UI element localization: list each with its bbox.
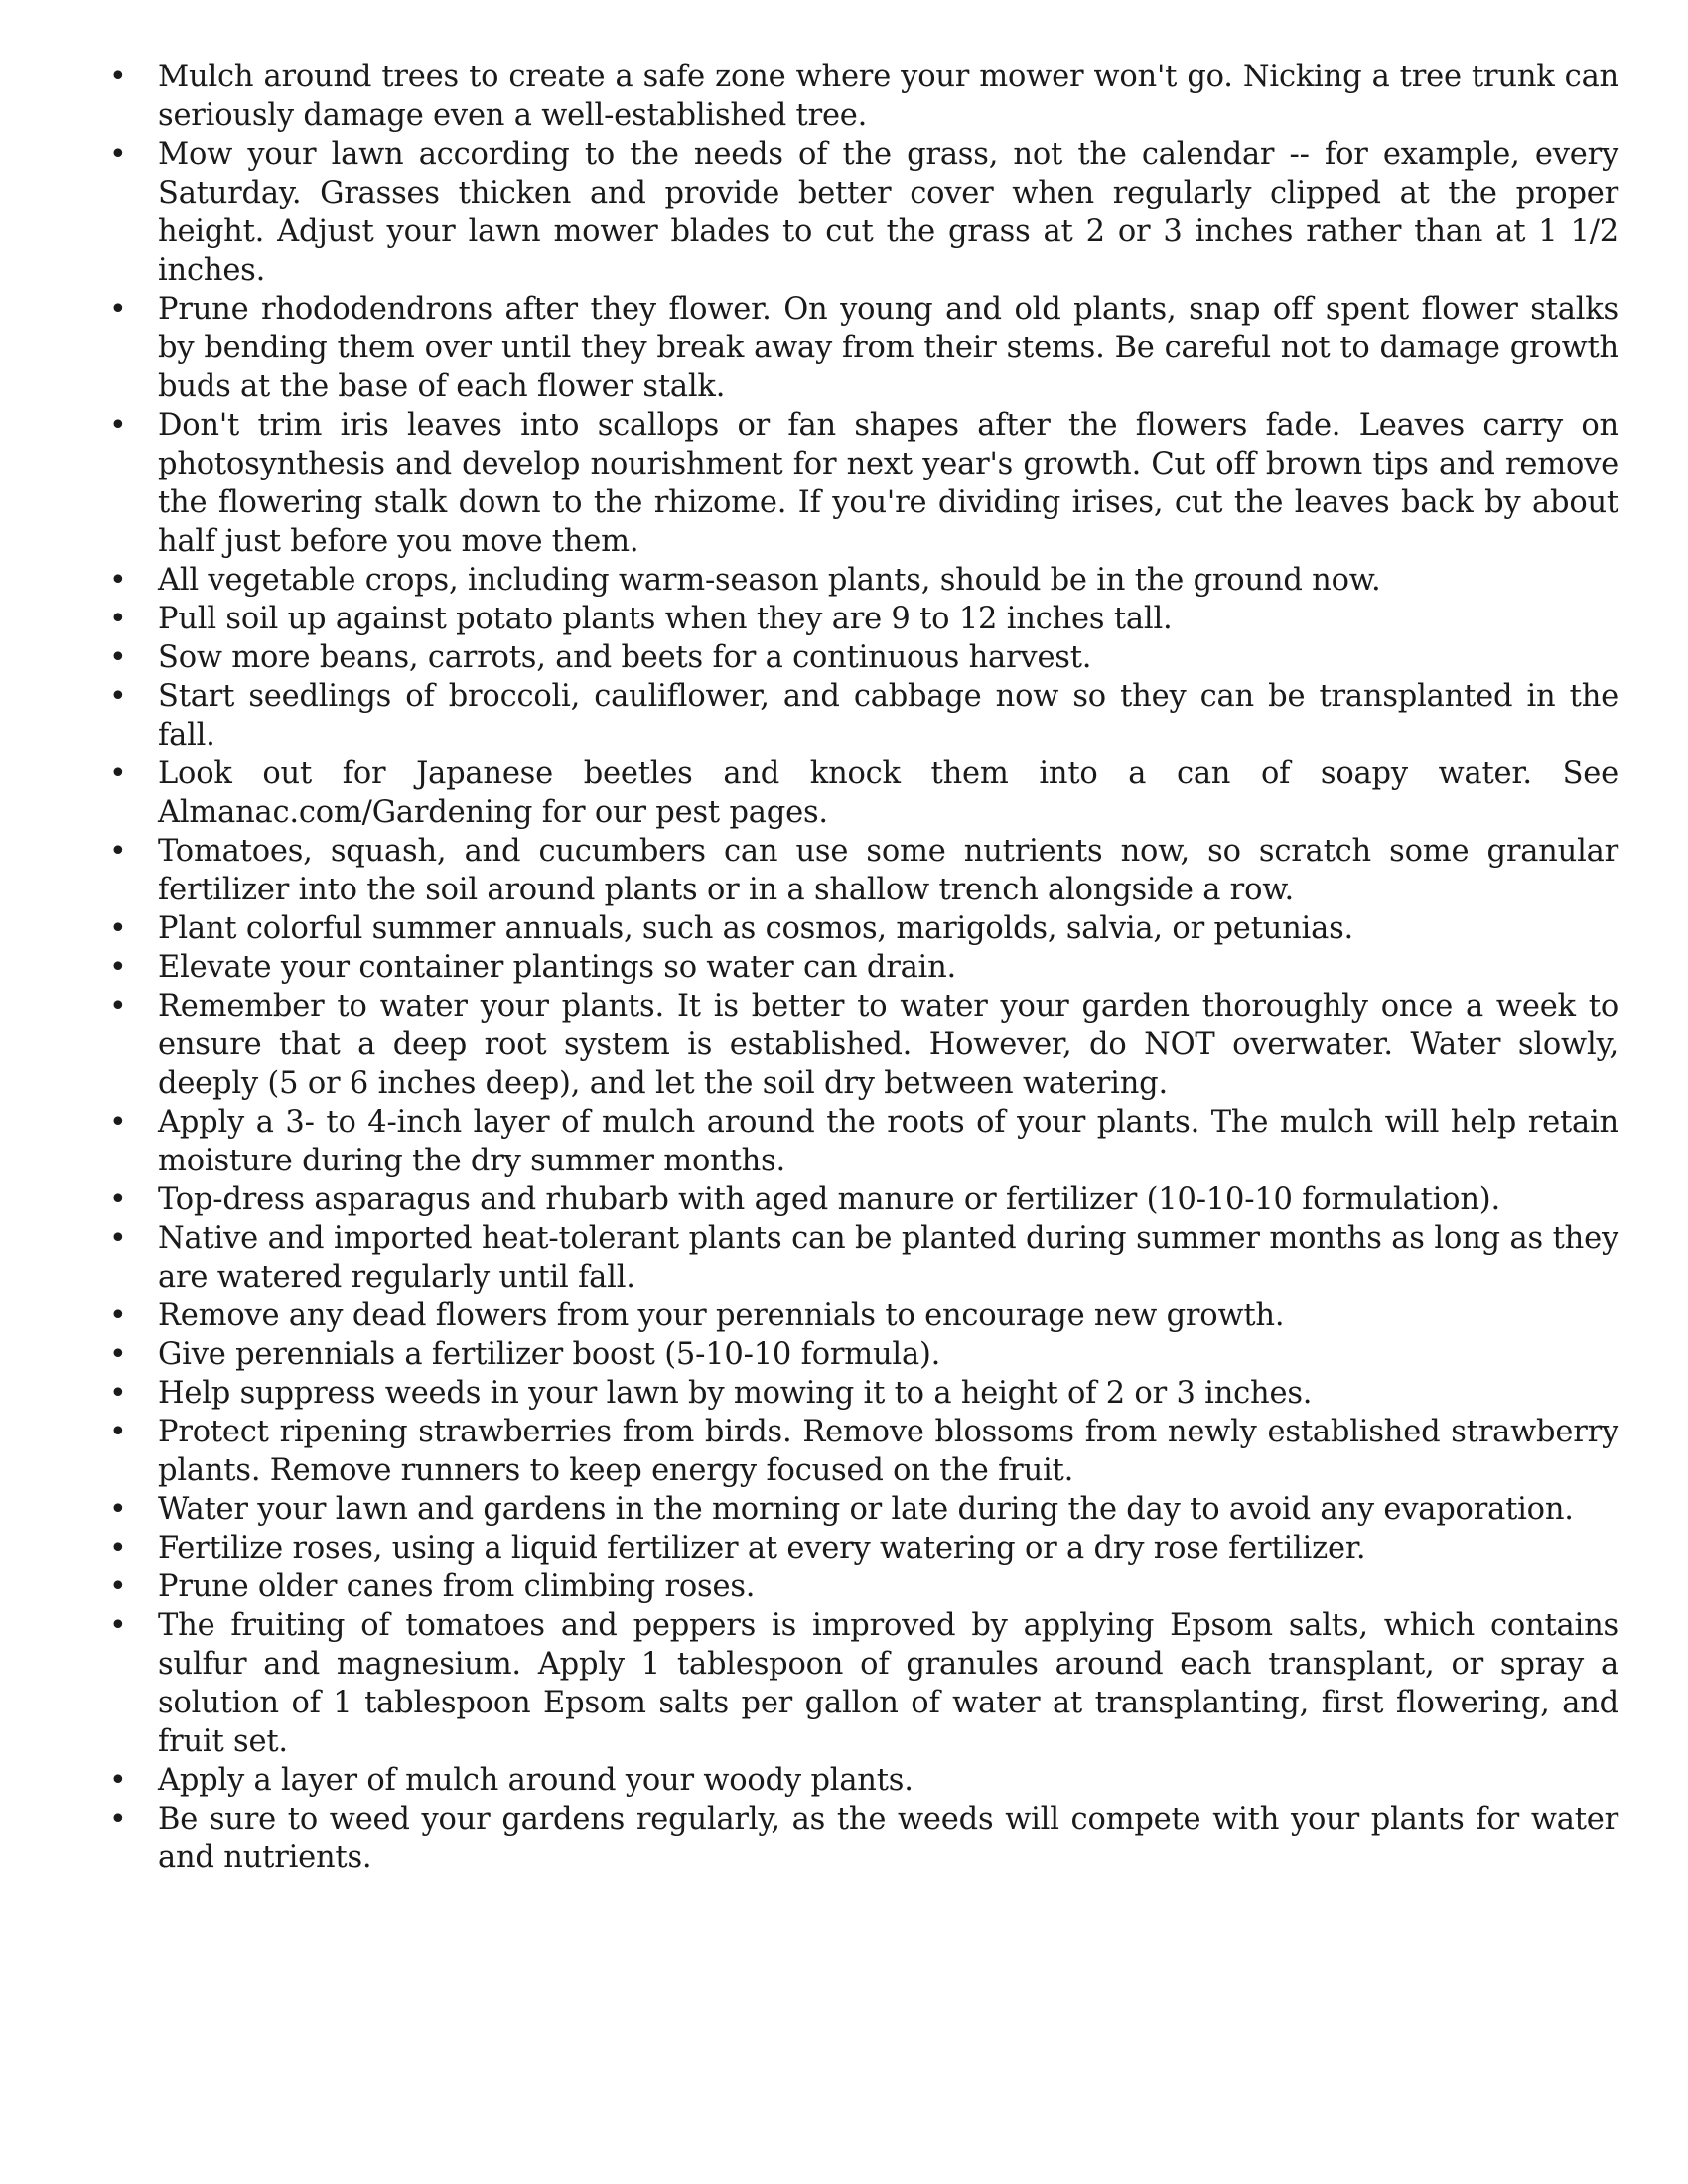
list-item	[109, 1297, 1618, 1335]
bullet-icon: •	[109, 950, 127, 985]
list-item-text: Mulch around trees to create a safe zone where your mower won't go. Nicking a tree trunk can seriously damage even a well-established tree.	[158, 60, 1618, 133]
bullet-icon: •	[109, 408, 127, 443]
list-item	[109, 987, 1618, 1103]
list-item	[109, 135, 1618, 290]
list-item-text: Be sure to weed your gardens regularly, as the weeds will compete with your plants for water and nutrients.	[158, 1802, 1618, 1875]
list-item-text: Apply a 3- to 4-inch layer of mulch around the roots of your plants. The mulch will help retain moisture during the dry summer months.	[158, 1105, 1618, 1178]
list-item	[109, 1335, 1618, 1374]
bullet-icon: •	[109, 1298, 127, 1333]
list-item-text: Prune older canes from climbing roses.	[158, 1570, 756, 1604]
list-item	[109, 1606, 1618, 1761]
list-item-text: Remember to water your plants. It is better to water your garden thoroughly once a week to ensure that a deep root system is established. However, do NOT overwater. Water slowly, deeply (5 or 6 inches deep), and let the soil dry between watering.	[158, 989, 1618, 1101]
list-item	[109, 1761, 1618, 1800]
list-item	[109, 1180, 1618, 1219]
bullet-icon: •	[109, 679, 127, 714]
list-item	[109, 754, 1618, 832]
bullet-icon: •	[109, 292, 127, 327]
list-item-text: Start seedlings of broccoli, cauliflower, and cabbage now so they can be transplanted in the fall.	[158, 679, 1618, 752]
list-item	[109, 406, 1618, 561]
gardening-tips-list	[109, 58, 1618, 1877]
bullet-icon: •	[109, 1337, 127, 1372]
bullet-icon: •	[109, 563, 127, 598]
list-item-text: Plant colorful summer annuals, such as cosmos, marigolds, salvia, or petunias.	[158, 911, 1354, 946]
list-item-text: Mow your lawn according to the needs of the grass, not the calendar -- for example, every Saturday. Grasses thicken and provide better cover when regularly clipped at the proper height. Adjust your lawn mower blades to cut the grass at 2 or 3 inches rather than at 1 1/2 inches.	[158, 137, 1618, 288]
bullet-icon: •	[109, 602, 127, 636]
list-item-text: Top-dress asparagus and rhubarb with aged manure or fertilizer (10-10-10 formulation).	[158, 1182, 1500, 1217]
list-item	[109, 1529, 1618, 1568]
list-item-text: Fertilize roses, using a liquid fertilizer at every watering or a dry rose fertilizer.	[158, 1531, 1366, 1566]
list-item-text: Look out for Japanese beetles and knock them into a can of soapy water. See Almanac.com/Gardening for our pest pages.	[158, 756, 1618, 830]
list-item-text: Prune rhododendrons after they flower. On young and old plants, snap off spent flower stalks by bending them over until they break away from their stems. Be careful not to damage growth buds at the base of each flower stalk.	[158, 292, 1618, 404]
list-item	[109, 909, 1618, 948]
bullet-icon: •	[109, 640, 127, 675]
bullet-icon: •	[109, 1415, 127, 1449]
bullet-icon: •	[109, 1105, 127, 1140]
list-item	[109, 1219, 1618, 1297]
bullet-icon: •	[109, 1531, 127, 1566]
bullet-icon: •	[109, 1608, 127, 1643]
bullet-icon: •	[109, 756, 127, 791]
list-item-text: Tomatoes, squash, and cucumbers can use some nutrients now, so scratch some granular fertilizer into the soil around plants or in a shallow trench alongside a row.	[158, 834, 1618, 907]
list-item	[109, 1374, 1618, 1413]
list-item	[109, 58, 1618, 135]
bullet-icon: •	[109, 989, 127, 1024]
list-item	[109, 832, 1618, 909]
bullet-icon: •	[109, 834, 127, 869]
list-item	[109, 1490, 1618, 1529]
list-item	[109, 1568, 1618, 1606]
bullet-icon: •	[109, 1763, 127, 1798]
bullet-icon: •	[109, 1182, 127, 1217]
list-item-text: Help suppress weeds in your lawn by mowing it to a height of 2 or 3 inches.	[158, 1376, 1313, 1411]
list-item-text: Apply a layer of mulch around your woody plants.	[158, 1763, 914, 1798]
list-item-text: Pull soil up against potato plants when they are 9 to 12 inches tall.	[158, 602, 1173, 636]
list-item-text: Sow more beans, carrots, and beets for a continuous harvest.	[158, 640, 1092, 675]
list-item-text: Water your lawn and gardens in the morning or late during the day to avoid any evaporation.	[158, 1492, 1574, 1527]
list-item	[109, 1800, 1618, 1877]
list-item	[109, 677, 1618, 754]
list-item-text: Elevate your container plantings so water can drain.	[158, 950, 957, 985]
list-item-text: Remove any dead flowers from your perennials to encourage new growth.	[158, 1298, 1285, 1333]
list-item	[109, 600, 1618, 638]
list-item	[109, 561, 1618, 600]
list-item	[109, 290, 1618, 406]
bullet-icon: •	[109, 1570, 127, 1604]
list-item-text: Don't trim iris leaves into scallops or fan shapes after the flowers fade. Leaves carry on photosynthesis and develop nourishment for next year's growth. Cut off brown tips and remove the flowering stalk down to the rhizome. If you're dividing irises, cut the leaves back by about half just before you move them.	[158, 408, 1618, 559]
bullet-icon: •	[109, 1492, 127, 1527]
bullet-icon: •	[109, 911, 127, 946]
list-item-text: Native and imported heat-tolerant plants can be planted during summer months as long as they are watered regularly until fall.	[158, 1221, 1618, 1295]
list-item	[109, 1103, 1618, 1180]
bullet-icon: •	[109, 1376, 127, 1411]
bullet-icon: •	[109, 1221, 127, 1256]
list-item	[109, 1413, 1618, 1490]
list-item	[109, 948, 1618, 987]
bullet-icon: •	[109, 60, 127, 94]
list-item-text: Give perennials a fertilizer boost (5-10-10 formula).	[158, 1337, 941, 1372]
bullet-icon: •	[109, 1802, 127, 1837]
list-item-text: All vegetable crops, including warm-season plants, should be in the ground now.	[158, 563, 1381, 598]
list-item-text: The fruiting of tomatoes and peppers is improved by applying Epsom salts, which contains sulfur and magnesium. Apply 1 tablespoon of granules around each transplant, or spray a solution of 1 tablespoon Epsom salts per gallon of water at transplanting, first flowering, and fruit set.	[158, 1608, 1618, 1759]
list-item	[109, 638, 1618, 677]
bullet-icon: •	[109, 137, 127, 172]
list-item-text: Protect ripening strawberries from birds. Remove blossoms from newly established strawberry plants. Remove runners to keep energy focused on the fruit.	[158, 1415, 1618, 1488]
